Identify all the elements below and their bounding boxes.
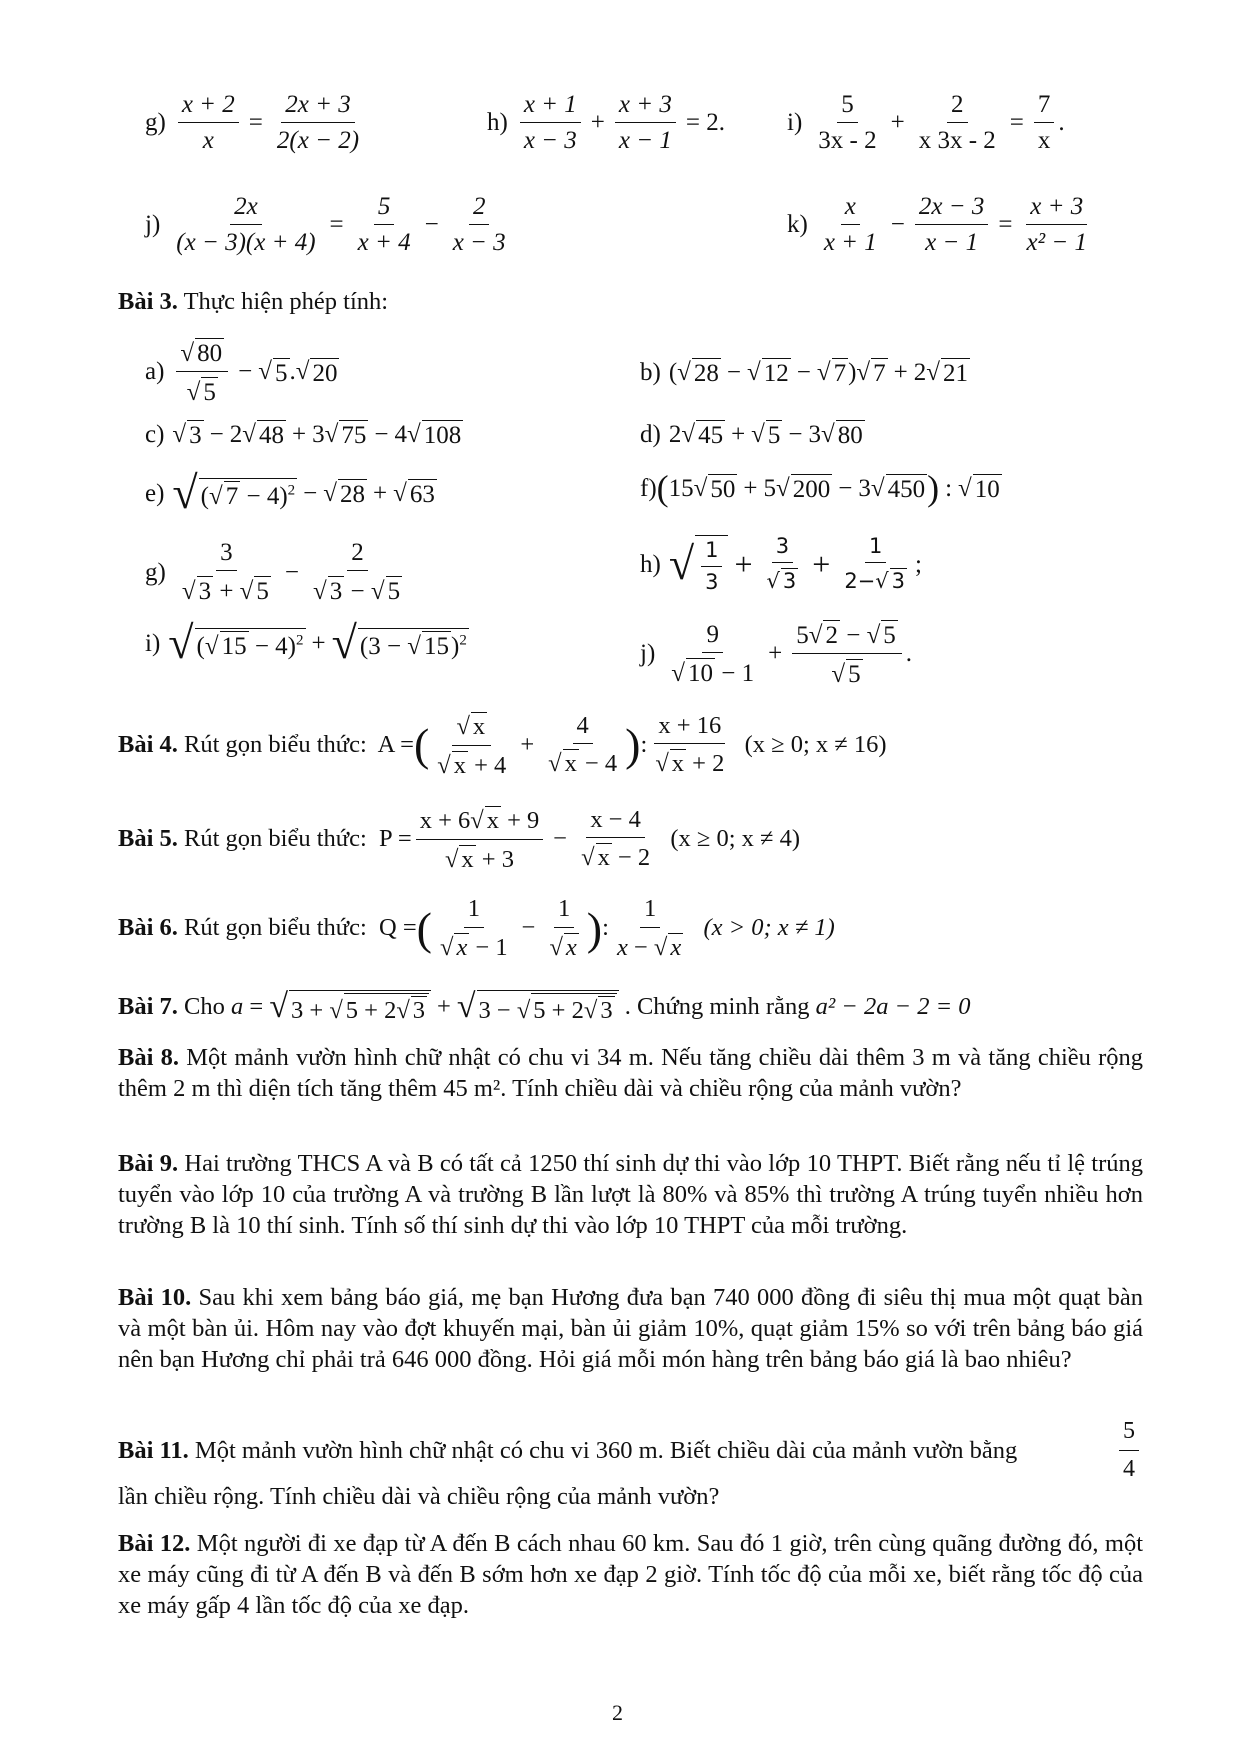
bai8: Bài 8. Một mảnh vườn hình chữ nhật có chu vi 34 m. Nếu tăng chiều dài thêm 3 m và tăng chiều rộng thêm 2 m thì diện tích tăng thêm 45 m². Tính chiều dài và chiều rộng của mảnh vườn? (118, 1044, 1144, 1102)
expression-3g: g) $\frac{3}{√ 3 + √ 5}$ − $\frac{2}{√ 3 - √ 5}$ (145, 539, 401, 605)
equation-i: i) $\frac{5}{3x - 2}$ + $\frac{2}{x 3x - 2}$ = $\frac{7}{x}$ . (787, 91, 1065, 154)
bai11-line1: Bài 11. Một mảnh vườn hình chữ nhật có chu vi 360 m. Biết chiều dài của mảnh vườn bằng $\frac{5}{4}$ (118, 1418, 1143, 1483)
equation-k: k) $\frac{x}{x + 1}$ − $\frac{2x - 3}{x - 1}$ = $\frac{x + 3}{\text{x² − 1}}$ (787, 193, 1087, 256)
bai4: Bài 4. Rút gọn biểu thức: A = ( $\frac{√ x}{√ x + 4}$ + $\frac{4}{√ x - 4}$ ) : $\frac{x + 16}{√ x + 2}$ (x ≥ 0; x ≠ 16) (118, 711, 887, 779)
expression-3a: a) $\frac{√ 80}{√ 5}$ − √ 5 .√ 20 (145, 340, 338, 406)
bai11-line2: lần chiều rộng. Tính chiều dài và chiều rộng của mảnh vườn? (118, 1483, 720, 1510)
expression-3i: i) √ (√ 15 − 4)$^2$ + √ (3 − √ 15)$^2$ (145, 617, 467, 668)
expression-3d: d) 2√ 45 + √ 5 − 3√ 80 (640, 420, 863, 449)
page-number: 2 (612, 1700, 623, 1725)
bai12: Bài 12. Một người đi xe đạp từ A đến B cách nhau 60 km. Sau đó 1 giờ, trên cùng quãng đường đó, một xe máy cũng đi từ A đến B và đến B sớm hơn xe đạp 2 giờ. Tính tốc độ của mỗi xe, biết rằng tốc độ của xe máy gấp 4 lần tốc độ của xe đạp. (118, 1530, 1144, 1619)
expression-3b: b) (√ 28 − √ 12 − √ 7 )√ 7 + 2√ 21 (640, 358, 968, 387)
expression-3c: c) √ 3 − 2√ 48 + 3√ 75 − 4√ 108 (145, 420, 462, 449)
expression-3h: h) √ $\frac{1}{3}$ + $\frac{3}{√ 3}$ + $\frac{1}{2-√ 3}$ ; (640, 534, 922, 594)
bai5: Bài 5. Rút gọn biểu thức: P = $\frac{x + 6√ x + 9}{√ x + 3}$ − $\frac{x - 4}{√ x - 2}$ (x ≥ 0; x ≠ 4) (118, 805, 801, 873)
equation-j: j) $\frac{2x}{(x - 3)(x + 4)}$ = $\frac{5}{x + 4}$ − $\frac{2}{x - 3}$ (145, 193, 506, 256)
bai10: Bài 10. Sau khi xem bảng báo giá, mẹ bạn Hương đưa bạn 740 000 đồng đi siêu thị mua một quạt bàn và một bàn ủi. Hôm nay vào đợt khuyến mại, bàn ủi giảm 10%, quạt giảm 15% so với trên bảng báo giá nên bạn Hương chỉ phải trả 646 000 đồng. Hỏi giá mỗi món hàng trên bảng báo giá là bao nhiêu? (118, 1284, 1143, 1373)
bai7: Bài 7. Cho a = √ 3 + √ 5 + 2√ 3 + √ 3 − √ 5 + 2√ 3 . Chứng minh rằng a² − 2a − 2 = 0 (118, 988, 971, 1025)
bai6: Bài 6. Rút gọn biểu thức: Q = ( $\frac{1}{√ x - 1}$ − $\frac{1}{√ x}$ ) : $\frac{1}{x - √ x}$ (x > 0; x ≠ 1) (118, 895, 835, 961)
bai9: Bài 9. Hai trường THCS A và B có tất cả 1250 thí sinh dự thi vào lớp 10 THPT. Biết rằng nếu tỉ lệ trúng tuyển vào lớp 10 của trường A và trường B lần lượt là 80% và 85% thì trường A trúng tuyển nhiều hơn trường B là 10 thí sinh. Tính số thí sinh dự thi vào lớp 10 THPT của mỗi trường. (118, 1150, 1144, 1239)
equation-h: h) $\frac{x + 1}{x - 3}$ + $\frac{x + 3}{x - 1}$ = 2. (487, 91, 725, 154)
expression-3f: f) ( 15√ 50 + 5√ 200 − 3√ 450 ) : √ 10 (640, 468, 1000, 508)
expression-3e: e) √ (√ 7 − 4)$^2$ − √ 28 + √ 63 (145, 467, 435, 518)
bai3-heading: Bài 3. Thực hiện phép tính: (118, 288, 389, 315)
equation-g: g) $\frac{x + 2}{x}$ = $\frac{2x + 3}{2(x - 2)}$ (145, 91, 360, 154)
expression-3j: j) $\frac{9}{√ 10 - 1}$ + $\frac{5√ 2 - √ 5}{√ 5}$ . (640, 620, 913, 688)
